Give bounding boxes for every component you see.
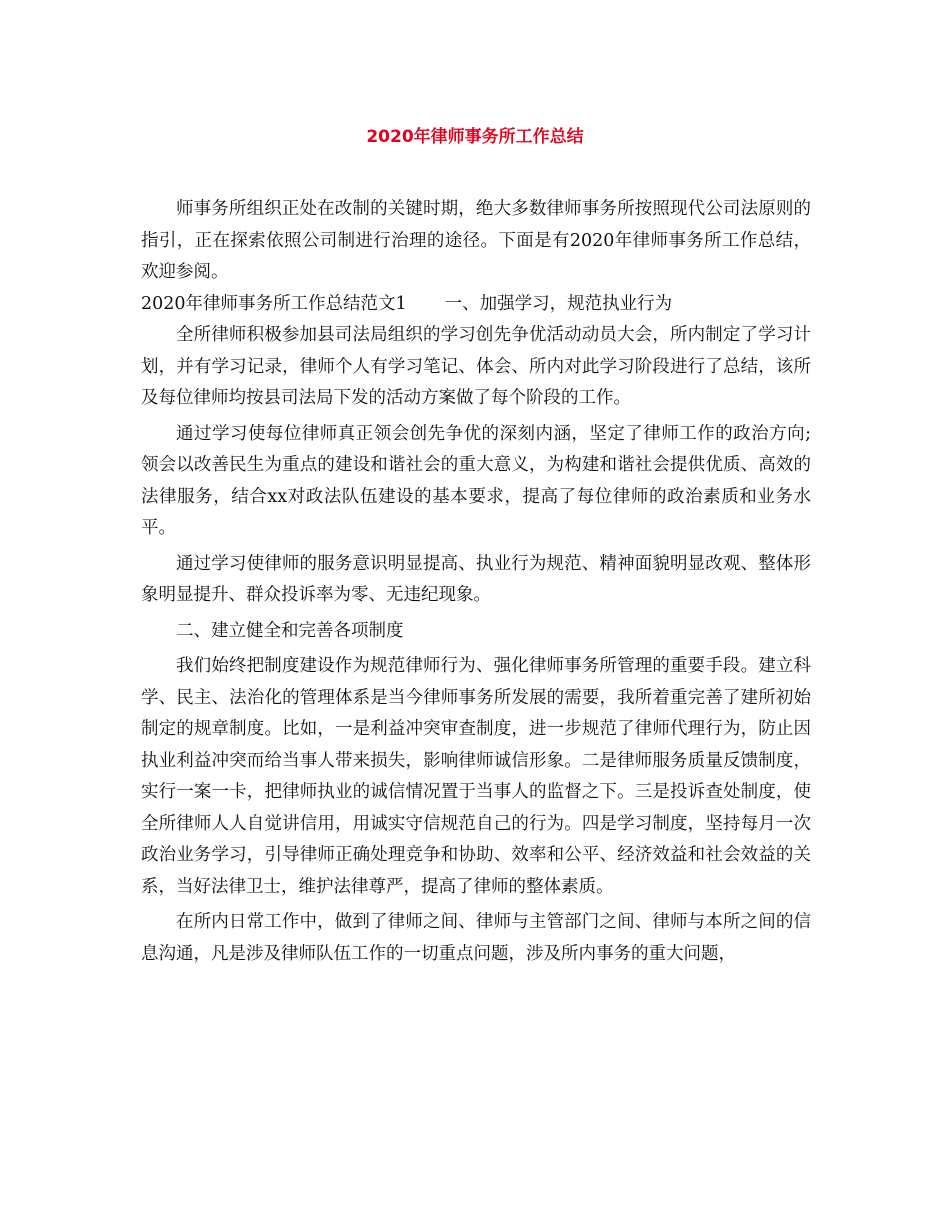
paragraph-3: 通过学习使律师的服务意识明显提高、执业行为规范、精神面貌明显改观、整体形象明显提升、群众投诉率为零、无违纪现象。 xyxy=(141,553,811,605)
document-body xyxy=(141,194,811,970)
section1-heading-line xyxy=(141,289,811,321)
paragraph-1: 全所律师积极参加县司法局组织的学习创先争优活动动员大会，所内制定了学习计划，并有学习记录，律师个人有学习笔记、体会、所内对此学习阶段进行了总结，该所及每位律师均按县司法局下发的活动方案做了每个阶段的工作。 xyxy=(141,325,811,408)
intro-paragraph: 师事务所组织正处在改制的关键时期，绝大多数律师事务所按照现代公司法原则的指引，正在探索依照公司制进行治理的途径。下面是有2020年律师事务所工作总结，欢迎参阅。 xyxy=(141,199,811,282)
section2-heading: 二、建立健全和完善各项制度 xyxy=(176,620,404,641)
paragraph-2: 通过学习使每位律师真正领会创先争优的深刻内涵，坚定了律师工作的政治方向;领会以改善民生为重点的建设和谐社会的重大意义，为构建和谐社会提供优质、高效的法律服务，结合xx对政法队伍建设的基本要求，提高了每位律师的政治素质和业务水平。 xyxy=(141,423,811,538)
paragraph-4: 我们始终把制度建设作为规范律师行为、强化律师事务所管理的重要手段。建立科学、民主、法治化的管理体系是当今律师事务所发展的需要，我所着重完善了建所初始制定的规章制度。比如，一是利益冲突审查制度，进一步规范了律师代理行为，防止因执业利益冲突而给当事人带来损失，影响律师诚信形象。二是律师服务质量反馈制度，实行一案一卡，把律师执业的诚信情况置于当事人的监督之下。三是投诉查处制度，使全所律师人人自觉讲信用，用诚实守信规范自己的行为。四是学习制度，坚持每月一次政治业务学习，引导律师正确处理竞争和协助、效率和公平、经济效益和社会效益的关系，当好法律卫士，维护法律尊严，提高了律师的整体素质。 xyxy=(141,656,811,897)
document-title: 2020年律师事务所工作总结 xyxy=(366,127,584,147)
paragraph-5: 在所内日常工作中，做到了律师之间、律师与主管部门之间、律师与本所之间的信息沟通，凡是涉及律师队伍工作的一切重点问题，涉及所内事务的重大问题， xyxy=(141,912,811,964)
section1-heading: 2020年律师事务所工作总结范文1 xyxy=(141,293,407,314)
section1-subheading: 一、加强学习，规范执业行为 xyxy=(444,293,673,314)
